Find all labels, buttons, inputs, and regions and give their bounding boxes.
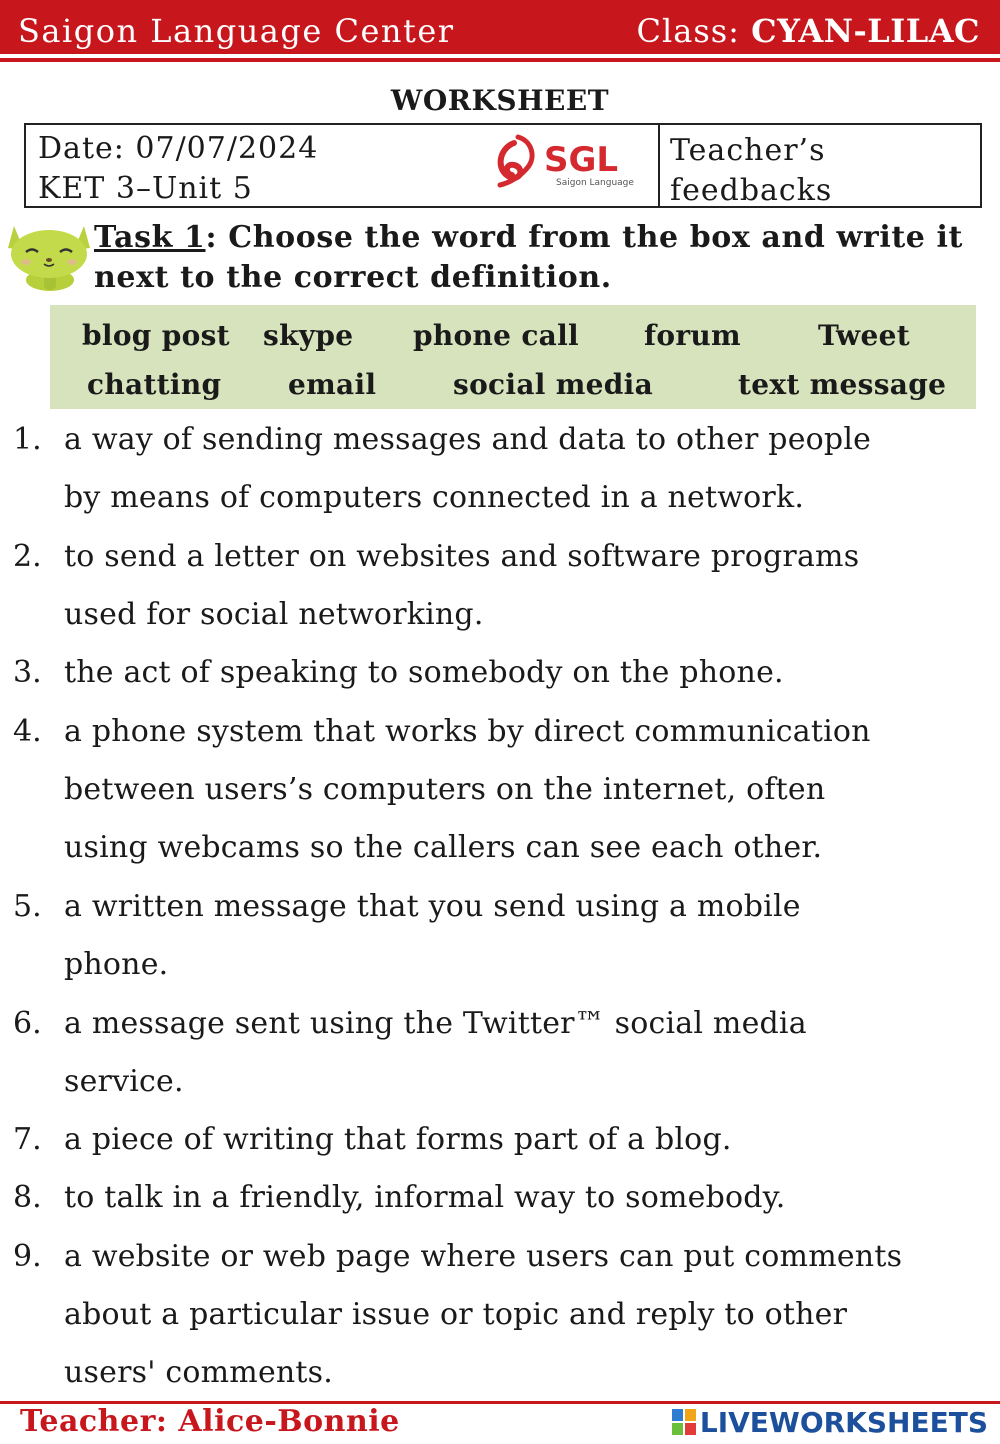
definition-line: using webcams so the callers can see each other. [64,830,823,865]
word-box-item: social media [453,368,654,401]
item-number: 6. [13,1006,42,1041]
word-box-item: blog post [82,319,230,352]
item-number: 3. [13,655,42,690]
worksheet-title: WORKSHEET [390,84,610,117]
feedback-label-2: feedbacks [670,173,833,208]
definition-line: a website or web page where users can put comments [64,1239,903,1274]
header-divider [0,58,1000,62]
definition-line: between users’s computers on the internet, often [64,772,826,807]
teacher-feedback-cell [670,131,970,211]
liveworksheets-text: LIVEWORKSHEETS [699,1405,988,1439]
date-text: Date: 07/07/2024 [38,131,319,166]
task-instruction-line1: : Choose the word from the box and write it [205,220,963,255]
logo-text: SGL [544,140,619,180]
item-number: 7. [13,1122,42,1157]
definition-line: phone. [64,947,169,982]
word-box-item: email [288,368,377,401]
info-box [24,123,982,208]
info-left-cell [26,125,660,206]
item-number: 4. [13,714,42,749]
liveworksheets-logo-icon [672,1409,696,1435]
task-instruction-line2: next to the correct definition. [94,260,612,295]
class-label: Class: [636,12,740,50]
definition-line: a written message that you send using a mobile [64,889,801,924]
header-bar [0,0,1000,54]
liveworksheets-brand[interactable] [672,1406,988,1438]
task-label: Task 1 [94,220,206,255]
item-number: 8. [13,1180,42,1215]
sgl-logo-icon [492,131,648,197]
class-name: CYAN-LILAC [751,12,980,50]
definition-line: service. [64,1064,184,1099]
class-info [637,12,980,50]
definition-line: a message sent using the Twitter™ social media [64,1006,807,1041]
word-box-item: phone call [413,319,579,352]
definition-line: to talk in a friendly, informal way to somebody. [64,1180,786,1215]
word-box-item: chatting [87,368,222,401]
word-box-item: Tweet [818,319,910,352]
task-instruction [94,218,984,298]
teacher-name: Teacher: Alice-Bonnie [20,1404,400,1439]
unit-text: KET 3–Unit 5 [38,171,253,206]
word-box-item: skype [263,319,354,352]
definition-line: users' comments. [64,1355,334,1390]
definition-line: the act of speaking to somebody on the phone. [64,655,784,690]
item-number: 5. [13,889,42,924]
definition-line: about a particular issue or topic and reply to other [64,1297,848,1332]
word-box-item: text message [738,368,947,401]
cat-mascot-icon [4,214,90,292]
definition-line: a phone system that works by direct communication [64,714,871,749]
word-box [50,305,976,409]
item-number: 1. [13,422,42,457]
word-box-item: forum [644,319,741,352]
logo-subtext: Saigon Language [556,178,634,188]
definition-line: to send a letter on websites and software programs [64,539,860,574]
feedback-label-1: Teacher’s [670,133,826,168]
item-number: 9. [13,1239,42,1274]
definition-line: a way of sending messages and data to other people [64,422,872,457]
definition-line: used for social networking. [64,597,484,632]
definition-line: by means of computers connected in a network. [64,480,805,515]
definition-line: a piece of writing that forms part of a blog. [64,1122,732,1157]
item-number: 2. [13,539,42,574]
school-name: Saigon Language Center [18,12,455,50]
